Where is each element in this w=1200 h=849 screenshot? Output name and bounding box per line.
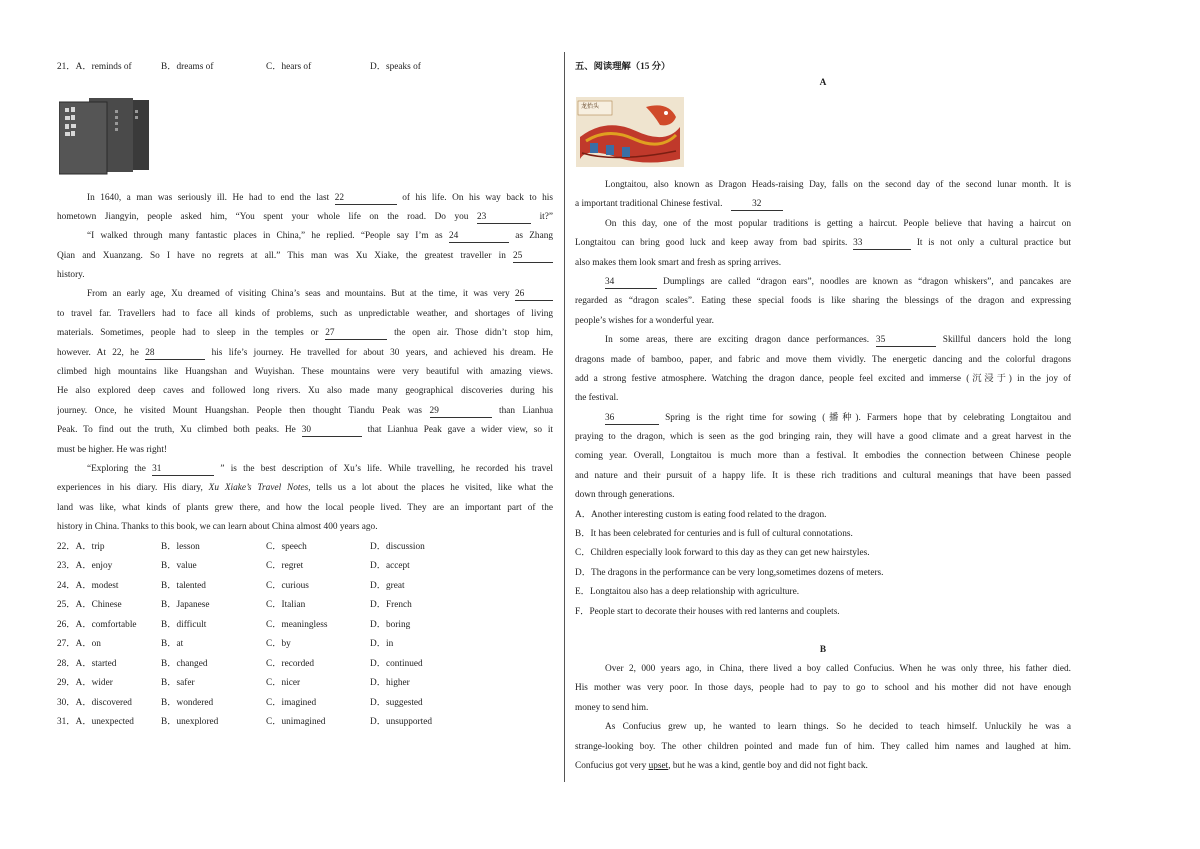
option-c[interactable]: C．hears of xyxy=(266,62,312,72)
option-c[interactable]: C．speech xyxy=(266,541,307,552)
book-title: Xu Xiake’s Travel Notes xyxy=(208,483,309,494)
option-a[interactable]: A．modest xyxy=(75,580,119,591)
dragon-festival-image xyxy=(576,97,684,167)
option-a[interactable]: A．trip xyxy=(75,541,105,552)
choice-d[interactable]: D．The dragons in the performance can be very long,sometimes dozens of meters. xyxy=(575,567,884,578)
option-a[interactable]: A．comfortable xyxy=(75,619,137,630)
options-row: 28．A．started B．changed C．recorded D．continued xyxy=(57,655,553,675)
column-divider xyxy=(564,52,565,782)
blank-30[interactable]: 30 xyxy=(302,425,362,437)
option-d[interactable]: D．French xyxy=(370,600,412,611)
option-b[interactable]: B．changed xyxy=(161,658,208,669)
options-row: 30．A．discovered B．wondered C．imagined D．suggested xyxy=(57,694,553,714)
blank-29[interactable]: 29 xyxy=(430,406,492,418)
blank-34[interactable]: 34 xyxy=(605,277,657,289)
option-a[interactable]: A．enjoy xyxy=(75,561,113,572)
cloze-passage: In 1640, a man was seriously ill. He had to end the last 22 of his life. On his way back to his hometown Jiangyin, people asked him, “You spent your whole life on the road. Do you 23 it?” “I walked through many fantastic places in China,” he replied. “People say I’m as 24 as Zhang Qian and Xuanzang. So I have no regrets at all.” This man was Xu Xiake, the greatest traveller in 25 history. From an early age, Xu dreamed of visiting China’s seas and mountains. But at the time, it was very 26 to travel far. Travellers had to face all kinds of problems, such as unpredictable weather, and shortages of living materials. Sometimes, people had to sleep in the temples or 27 the open air. Those didn’t stop him, however. At 22, he 28 his life’s journey. He travelled for about 30 years, and achieved his dream. He climbed high mountains like Huangshan and Wuyishan. These mountains were very beautiful with amazing views. He also explored deep caves and followed long rivers. Xu also made many geographical discoveries during his journey. Once, he visited Mount Huangshan. People then thought Tiandu Peak was 29 than Lianhua Peak. To find out the truth, Xu climbed both peaks. He 30 that Lianhua Peak gave a wider view, so it must be higher. He was right! “Exploring the 31 ” is the best description of Xu’s life. While travelling, he recorded his travel experiences in his diary. His diary, Xu Xiake’s Travel Notes, tells us a lot about the places he visited, like what the land was like, what kinds of plants grew there, and how the local people lived. They are an important part of the history in China. Thanks to this book, we can learn about China almost 400 years ago. xyxy=(57,192,553,533)
blank-25[interactable]: 25 xyxy=(513,251,553,263)
options-row: 22．A．trip B．lesson C．speech D．discussion xyxy=(57,538,553,558)
blank-36[interactable]: 36 xyxy=(605,413,659,425)
option-d[interactable]: D．accept xyxy=(370,561,410,572)
blank-23[interactable]: 23 xyxy=(477,212,531,224)
part-a-title: A xyxy=(819,78,827,88)
passage-b: Over 2, 000 years ago, in China, there lived a boy called Confucius. When he was only three, his father died. His mother was very poor. In those days, people had to pay to go to school and his mother did not have enough money to send him. As Confucius grew up, he wanted to learn things. So he decided to teach himself. Unluckily he was a strange-looking boy. The other children pointed and made fun of him. They called him names and laughed at him. Confucius got very upset, but he was a kind, gentle boy and did not fight back. xyxy=(575,663,1071,771)
blank-26[interactable]: 26 xyxy=(515,289,553,301)
left-column xyxy=(57,58,553,733)
cloze-options xyxy=(57,538,553,733)
option-b[interactable]: B．talented xyxy=(161,580,206,591)
choice-a[interactable]: A．Another interesting custom is eating food related to the dragon. xyxy=(575,509,827,520)
options-row: 27．A．on B．at C．by D．in xyxy=(57,635,553,655)
options-row: 23．A．enjoy B．value C．regret D．accept xyxy=(57,557,553,577)
option-a[interactable]: A．unexpected xyxy=(75,717,134,728)
option-c[interactable]: C．regret xyxy=(266,561,304,572)
right-column xyxy=(575,58,1071,776)
section-heading: 五、阅读理解（15 分） xyxy=(575,62,671,72)
option-d[interactable]: D．discussion xyxy=(370,541,425,552)
option-d[interactable]: D．higher xyxy=(370,678,410,689)
options-row: 26．A．comfortable B．difficult C．meaningless D．boring xyxy=(57,616,553,636)
options-row: 31．A．unexpected B．unexplored C．unimagined D．unsupported xyxy=(57,713,553,733)
option-c[interactable]: C．nicer xyxy=(266,678,301,689)
option-a[interactable]: A．reminds of xyxy=(75,62,132,72)
blank-33[interactable]: 33 xyxy=(853,238,911,250)
option-c[interactable]: C．meaningless xyxy=(266,619,328,630)
option-d[interactable]: D．unsupported xyxy=(370,717,432,728)
image-caption: 龙抬头 xyxy=(581,103,600,110)
choice-b[interactable]: B．It has been celebrated for centuries and is full of cultural connotations. xyxy=(575,529,853,540)
option-a[interactable]: A．wider xyxy=(75,678,113,689)
option-b[interactable]: B．difficult xyxy=(161,619,207,630)
option-d[interactable]: D．speaks of xyxy=(370,62,421,72)
underlined-word: upset xyxy=(648,760,669,771)
options-row: 25．A．Chinese B．Japanese C．Italian D．French xyxy=(57,596,553,616)
choice-f[interactable]: F．People start to decorate their houses with red lanterns and couplets. xyxy=(575,606,840,617)
option-c[interactable]: C．curious xyxy=(266,580,309,591)
option-c[interactable]: C．Italian xyxy=(266,600,306,611)
option-b[interactable]: B．unexplored xyxy=(161,717,219,728)
options-row: 24．A．modest B．talented C．curious D．great xyxy=(57,577,553,597)
option-d[interactable]: D．great xyxy=(370,580,405,591)
option-c[interactable]: C．unimagined xyxy=(266,717,326,728)
blank-28[interactable]: 28 xyxy=(145,348,205,360)
blank-24[interactable]: 24 xyxy=(449,231,509,243)
option-c[interactable]: C．recorded xyxy=(266,658,315,669)
blank-32[interactable]: 32 xyxy=(731,199,783,211)
answer-choices xyxy=(575,506,1071,622)
option-c[interactable]: C．imagined xyxy=(266,697,317,708)
option-a[interactable]: A．Chinese xyxy=(75,600,122,611)
option-d[interactable]: D．in xyxy=(370,639,394,650)
travel-notes-book-image xyxy=(59,96,153,176)
option-c[interactable]: C．by xyxy=(266,639,291,650)
option-d[interactable]: D．continued xyxy=(370,658,423,669)
option-a[interactable]: A．started xyxy=(75,658,117,669)
option-b[interactable]: B．wondered xyxy=(161,697,214,708)
question-21-options xyxy=(57,58,553,78)
blank-31[interactable]: 31 xyxy=(152,464,214,476)
blank-35[interactable]: 35 xyxy=(876,335,936,347)
part-b-title: B xyxy=(819,644,827,655)
option-d[interactable]: D．boring xyxy=(370,619,411,630)
option-b[interactable]: B．at xyxy=(161,639,184,650)
option-b[interactable]: B．Japanese xyxy=(161,600,210,611)
option-b[interactable]: B．value xyxy=(161,561,197,572)
option-b[interactable]: B．lesson xyxy=(161,541,200,552)
option-b[interactable]: B．dreams of xyxy=(161,62,214,72)
choice-c[interactable]: C．Children especially look forward to this day as they can get new hairstyles. xyxy=(575,548,870,559)
options-row: 29．A．wider B．safer C．nicer D．higher xyxy=(57,674,553,694)
option-d[interactable]: D．suggested xyxy=(370,697,423,708)
choice-e[interactable]: E．Longtaitou also has a deep relationship with agriculture. xyxy=(575,587,800,598)
blank-27[interactable]: 27 xyxy=(325,328,387,340)
question-number: 21． xyxy=(57,62,76,72)
option-a[interactable]: A．discovered xyxy=(75,697,132,708)
option-a[interactable]: A．on xyxy=(75,639,101,650)
option-b[interactable]: B．safer xyxy=(161,678,195,689)
passage-a: Longtaitou, also known as Dragon Heads-raising Day, falls on the second day of the second lunar month. It is a important traditional Chinese festival. 32 On this day, one of the most popular traditions is getting a haircut. People believe that having a haircut on Longtaitou can bring good luck and keep away from bad spirits. 33 It is not only a cultural practice but also makes them look smart and fresh as spring arrives. 34 Dumplings are called “dragon ears”, noodles are known as “dragon whiskers”, and pancakes are regarded as “dragon scales”. Eating these special foods is like sharing the blessings of the dragon and expressing people’s wishes for a wonderful year. In some areas, there are exciting dragon dance performances. 35 Skillful dancers hold the long dragons made of bamboo, paper, and fabric and move them vividly. The energetic dancing and the colorful dragons add a strong festive atmosphere. Watching the dragon dance, people feel excited and immerse (沉浸于) in the joy of the festival. 36 Spring is the right time for sowing (播种). Farmers hope that by celebrating Longtaitou and praying to the dragon, which is seen as the god bringing rain, they will have a good climate and a great harvest in the coming year. Overall, Longtaitou is much more than a festival. It embodies the connection between Chinese people and nature and their pursuit of a happy life. It is these rich traditions and cultural meanings that have been passed down through generations. xyxy=(575,180,1071,501)
blank-22[interactable]: 22 xyxy=(335,193,397,205)
